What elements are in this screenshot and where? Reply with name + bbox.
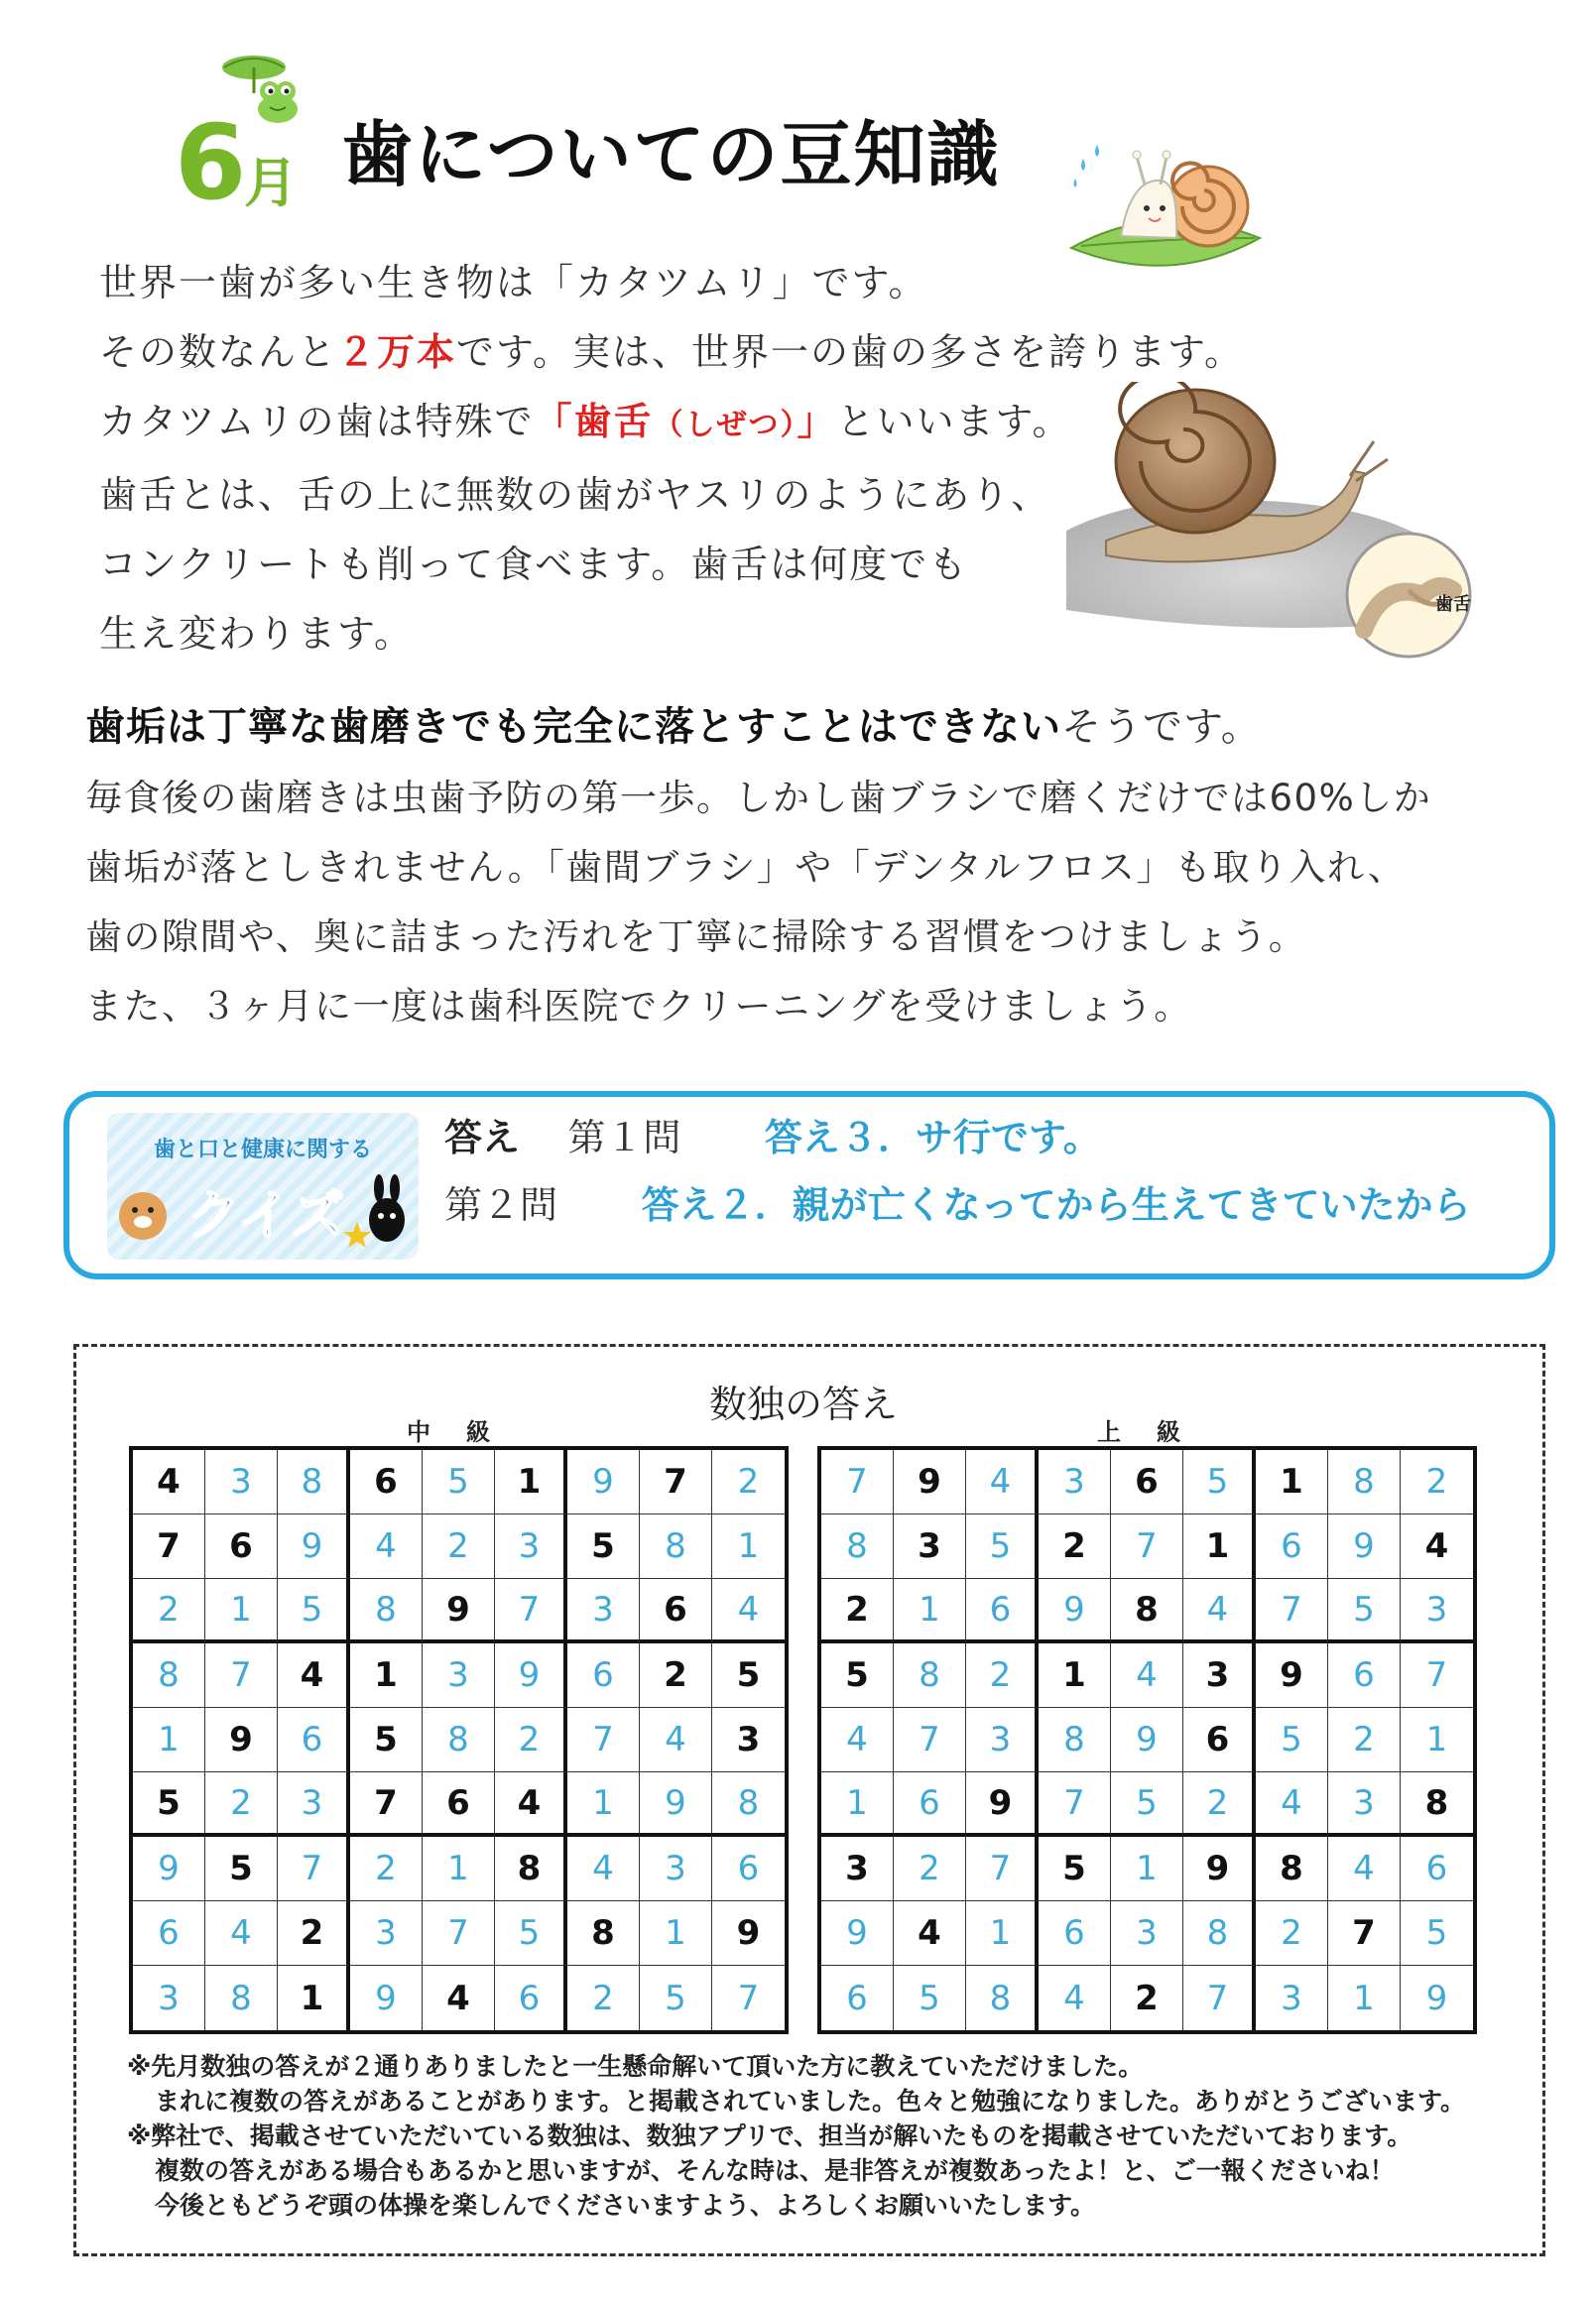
plaque-heading-tail: そうです。: [1061, 704, 1262, 750]
note-line: ※先月数独の答えが２通りありましたと一生懸命解いて頂いた方に教えていただけました。: [127, 2052, 1144, 2081]
sudoku-cell: 4: [567, 1837, 640, 1901]
sudoku-cell: 9: [1425, 1978, 1448, 2018]
sudoku-cell: 2: [205, 1772, 278, 1837]
sudoku-cell: 2: [350, 1837, 423, 1901]
sudoku-cell: 6: [1256, 1514, 1328, 1579]
radula-label: 歯舌: [1435, 594, 1471, 615]
sudoku-cell: 3: [1183, 1643, 1256, 1708]
sudoku-cell: 3: [640, 1837, 712, 1901]
sudoku-cell: 6: [133, 1901, 205, 1966]
month-number: 6: [175, 102, 247, 223]
sudoku-cell: 7: [278, 1837, 350, 1901]
text-span: といいます。: [836, 400, 1072, 443]
sudoku-cell: 4: [821, 1708, 894, 1772]
sudoku-cell: 1: [1328, 1966, 1401, 2030]
note-line: まれに複数の答えがあることがあります。と掲載されていました。色々と勉強になりました。ありがとうございます。: [155, 2087, 1466, 2116]
sudoku-cell: 8: [278, 1450, 350, 1514]
text-line: コンクリートも削って食べます。歯舌は何度でも: [99, 543, 969, 586]
sudoku-cell: 8: [1328, 1450, 1401, 1514]
sudoku-cell: 8: [350, 1579, 423, 1643]
sudoku-cell: 2: [1401, 1450, 1473, 1514]
plaque-heading: [85, 699, 1262, 755]
sudoku-cell: 4: [1183, 1579, 1256, 1643]
sudoku-cell: 5: [1328, 1579, 1401, 1643]
sudoku-cell: 5: [640, 1966, 712, 2030]
sudoku-cell: 4: [205, 1901, 278, 1966]
quiz-answer-1: [444, 1113, 1101, 1162]
sudoku-cell: 2: [495, 1708, 567, 1772]
sudoku-cell: 7: [1328, 1901, 1401, 1966]
sudoku-cell: 7: [1401, 1643, 1473, 1708]
sudoku-cell: 8: [567, 1901, 640, 1966]
text-span: です。実は、世界一の歯の多さを誇ります。: [456, 330, 1244, 374]
sudoku-cell: 9: [712, 1901, 785, 1966]
sudoku-cell: 2: [821, 1579, 894, 1643]
sudoku-cell: 7: [966, 1837, 1039, 1901]
sudoku-cell: 3: [1256, 1966, 1328, 2030]
sudoku-cell: 1: [133, 1708, 205, 1772]
sudoku-cell: 7: [1256, 1579, 1328, 1643]
sudoku-cell: 6: [821, 1966, 894, 2030]
sudoku-cell: 9: [894, 1450, 966, 1514]
sudoku-cell: 7: [1183, 1966, 1256, 2030]
sudoku-cell: 1: [205, 1579, 278, 1643]
sudoku-cell: 8: [894, 1643, 966, 1708]
sudoku-cell: 4: [1256, 1772, 1328, 1837]
sudoku-cell: 5: [1111, 1772, 1183, 1837]
sudoku-grid-advanced: [817, 1446, 1477, 2034]
sudoku-cell: 6: [1183, 1708, 1256, 1772]
highlight-radula: 「歯舌: [534, 400, 654, 443]
sudoku-cell: 5: [495, 1901, 567, 1966]
sudoku-cell: 6: [894, 1772, 966, 1837]
sudoku-cell: 6: [350, 1450, 423, 1514]
sudoku-cell: 6: [423, 1772, 495, 1837]
sudoku-cell: 2: [1328, 1708, 1401, 1772]
sudoku-cell: 9: [350, 1966, 423, 2030]
sudoku-cell: 3: [278, 1772, 350, 1837]
sudoku-cell: 1: [640, 1901, 712, 1966]
sudoku-cell: 5: [966, 1514, 1039, 1579]
sudoku-cell: 3: [1039, 1450, 1111, 1514]
sudoku-cell: 6: [1039, 1901, 1111, 1966]
sudoku-grid-intermediate: [129, 1446, 789, 2034]
month-badge: [175, 54, 313, 223]
sudoku-cell: 7: [423, 1901, 495, 1966]
text-line: 生え変わります。: [99, 612, 414, 656]
sudoku-cell: 3: [1328, 1772, 1401, 1837]
sudoku-cell: 4: [278, 1643, 350, 1708]
sudoku-cell: 2: [966, 1643, 1039, 1708]
sudoku-cell: 2: [1256, 1901, 1328, 1966]
sudoku-cell: 1: [350, 1643, 423, 1708]
sudoku-cell: 3: [495, 1514, 567, 1579]
quiz-answer-2: [444, 1180, 1471, 1230]
sudoku-cell: 3: [1401, 1579, 1473, 1643]
sudoku-cell: 4: [133, 1450, 205, 1514]
question-2-label: 第２問: [444, 1183, 558, 1227]
sudoku-cell: 9: [133, 1837, 205, 1901]
sudoku-cell: 3: [205, 1450, 278, 1514]
question-1-label: 第１問: [567, 1116, 681, 1159]
sudoku-cell: 7: [350, 1772, 423, 1837]
sudoku-cell: 7: [205, 1643, 278, 1708]
sudoku-cell: 2: [712, 1450, 785, 1514]
sudoku-cell: 2: [640, 1643, 712, 1708]
sudoku-cell: 5: [278, 1579, 350, 1643]
sudoku-cell: 2: [1111, 1966, 1183, 2030]
sudoku-cell: 8: [821, 1514, 894, 1579]
sudoku-cell: 4: [350, 1514, 423, 1579]
sudoku-cell: 4: [712, 1579, 785, 1643]
level-label-advanced: 上級: [1097, 1418, 1216, 1446]
sudoku-cell: 1: [1183, 1514, 1256, 1579]
sudoku-cell: 6: [205, 1514, 278, 1579]
sudoku-cell: 4: [423, 1966, 495, 2030]
sudoku-cell: 9: [423, 1579, 495, 1643]
question-2-answer: 答え２．親が亡くなってから生えてきていたから: [641, 1183, 1471, 1227]
sudoku-cell: 9: [1183, 1837, 1256, 1901]
sudoku-cell: 3: [966, 1708, 1039, 1772]
sudoku-cell: 5: [205, 1837, 278, 1901]
sudoku-cell: 5: [350, 1708, 423, 1772]
sudoku-cell: 3: [712, 1708, 785, 1772]
sudoku-cell: 8: [423, 1708, 495, 1772]
sudoku-cell: 5: [567, 1514, 640, 1579]
sudoku-cell: 2: [1039, 1514, 1111, 1579]
sudoku-cell: 1: [821, 1772, 894, 1837]
sudoku-cell: 6: [1401, 1837, 1473, 1901]
sudoku-cell: 8: [205, 1966, 278, 2030]
sudoku-cell: 6: [966, 1579, 1039, 1643]
highlight-radula-reading: （しぜつ）: [653, 408, 798, 442]
highlight-teeth-count: ２万本: [337, 330, 457, 374]
level-label-intermediate: 中級: [407, 1418, 526, 1446]
sudoku-cell: 4: [1039, 1966, 1111, 2030]
sudoku-cell: 2: [278, 1901, 350, 1966]
sudoku-cell: 6: [278, 1708, 350, 1772]
sudoku-cell: 2: [567, 1966, 640, 2030]
sudoku-cell: 5: [423, 1450, 495, 1514]
sudoku-cell: 7: [894, 1708, 966, 1772]
snail-radula-illustration: [1066, 382, 1493, 660]
text-line: 歯垢が落としきれません。「歯間ブラシ」や「デンタルフロス」も取り入れ、: [85, 846, 1407, 889]
sudoku-cell: 9: [1039, 1579, 1111, 1643]
sudoku-cell: 9: [1328, 1514, 1401, 1579]
sudoku-cell: 9: [1111, 1708, 1183, 1772]
sudoku-cell: 3: [821, 1837, 894, 1901]
sudoku-cell: 7: [495, 1579, 567, 1643]
sudoku-cell: 1: [423, 1837, 495, 1901]
sudoku-cell: 9: [278, 1514, 350, 1579]
sudoku-cell: 5: [133, 1772, 205, 1837]
note-line: 今後ともどうぞ頭の体操を楽しんでくださいますよう、よろしくお願いいたします。: [155, 2191, 1096, 2220]
sudoku-cell: 5: [1401, 1901, 1473, 1966]
text-span: その数なんと: [99, 330, 338, 374]
sudoku-cell: 7: [1039, 1772, 1111, 1837]
sudoku-cell: 2: [423, 1514, 495, 1579]
sudoku-cell: 4: [640, 1708, 712, 1772]
note-line: ※弊社で、掲載させていただいている数独は、数独アプリで、担当が解いたものを掲載させていただいております。: [127, 2121, 1412, 2150]
plaque-paragraph: [85, 764, 1573, 1041]
sudoku-cell: 7: [1111, 1514, 1183, 1579]
sudoku-cell: 1: [712, 1514, 785, 1579]
sudoku-cell: 6: [495, 1966, 567, 2030]
sudoku-cell: 4: [1328, 1837, 1401, 1901]
month-kanji: 月: [244, 152, 298, 214]
page-title: 歯についての豆知識: [341, 113, 1001, 196]
sudoku-cell: 1: [1039, 1643, 1111, 1708]
text-line: 世界一歯が多い生き物は「カタツムリ」です。: [99, 261, 928, 304]
sudoku-cell: 3: [894, 1514, 966, 1579]
sudoku-cell: 6: [1111, 1450, 1183, 1514]
sudoku-cell: 5: [712, 1643, 785, 1708]
sudoku-cell: 8: [495, 1837, 567, 1901]
plaque-heading-bold: 歯垢は丁寧な歯磨きでも完全に落とすことはできない: [85, 704, 1061, 750]
note-line: 複数の答えがある場合もあるかと思いますが、そんな時は、是非答えが複数あったよ！と、ご一報くださいね！: [155, 2156, 1395, 2185]
sudoku-cell: 5: [821, 1643, 894, 1708]
sudoku-cell: 4: [966, 1450, 1039, 1514]
sudoku-cell: 5: [1256, 1708, 1328, 1772]
sudoku-notes: [127, 2049, 1545, 2223]
sudoku-cell: 7: [133, 1514, 205, 1579]
sudoku-cell: 9: [495, 1643, 567, 1708]
sudoku-cell: 7: [737, 1978, 760, 2018]
sudoku-cell: 1: [1401, 1708, 1473, 1772]
text-line: 毎食後の歯磨きは虫歯予防の第一歩。しかし歯ブラシで磨くだけでは60%しか: [85, 777, 1432, 819]
sudoku-cell: 4: [894, 1901, 966, 1966]
sudoku-cell: 5: [1183, 1450, 1256, 1514]
sudoku-cell: 5: [1039, 1837, 1111, 1901]
sudoku-cell: 8: [1256, 1837, 1328, 1901]
answer-label: 答え: [444, 1116, 521, 1159]
quiz-logo-graphic: [107, 1113, 419, 1260]
quiz-logo-title: クイズ: [186, 1184, 345, 1247]
sudoku-cell: 1: [1111, 1837, 1183, 1901]
sudoku-cell: 9: [640, 1772, 712, 1837]
sudoku-cell: 7: [640, 1450, 712, 1514]
sudoku-cell: 6: [640, 1579, 712, 1643]
sudoku-cell: 8: [640, 1514, 712, 1579]
sudoku-cell: 1: [966, 1901, 1039, 1966]
sudoku-cell: 9: [567, 1450, 640, 1514]
sudoku-cell: 4: [1401, 1514, 1473, 1579]
sudoku-cell: 8: [966, 1966, 1039, 2030]
text-line: また、３ヶ月に一度は歯科医院でクリーニングを受けましょう。: [85, 985, 1192, 1028]
question-1-answer: 答え３．サ行です。: [764, 1116, 1101, 1159]
sudoku-cell: 2: [1183, 1772, 1256, 1837]
sudoku-cell: 9: [821, 1901, 894, 1966]
sudoku-cell: 4: [495, 1772, 567, 1837]
text-line: [99, 317, 1260, 387]
sudoku-cell: 6: [712, 1837, 785, 1901]
sudoku-cell: 8: [1111, 1579, 1183, 1643]
sudoku-cell: 1: [894, 1579, 966, 1643]
sudoku-cell: 8: [1183, 1901, 1256, 1966]
sudoku-cell: 3: [567, 1579, 640, 1643]
sudoku-cell: 2: [133, 1579, 205, 1643]
sudoku-cell: 3: [133, 1966, 205, 2030]
sudoku-cell: 8: [712, 1772, 785, 1837]
sudoku-cell: 3: [423, 1643, 495, 1708]
sudoku-cell: 5: [894, 1966, 966, 2030]
sudoku-cell: 9: [1256, 1643, 1328, 1708]
sudoku-cell: 7: [821, 1450, 894, 1514]
quiz-logo-subtitle: 歯と口と健康に関する: [153, 1138, 373, 1162]
sudoku-cell: 6: [567, 1643, 640, 1708]
sudoku-cell: 1: [567, 1772, 640, 1837]
sudoku-cell: 2: [894, 1837, 966, 1901]
sudoku-cell: 4: [1111, 1643, 1183, 1708]
highlight-radula-end: 」: [797, 400, 837, 443]
sudoku-cell: 6: [1328, 1643, 1401, 1708]
sudoku-cell: 9: [205, 1708, 278, 1772]
sudoku-cell: 1: [495, 1450, 567, 1514]
sudoku-cell: 7: [567, 1708, 640, 1772]
sudoku-cell: 1: [278, 1966, 350, 2030]
quiz-logo: [107, 1113, 419, 1260]
sudoku-cell: 8: [1039, 1708, 1111, 1772]
text-line: 歯舌とは、舌の上に無数の歯がヤスリのようにあり、: [99, 473, 1051, 517]
text-line: 歯の隙間や、奥に詰まった汚れを丁寧に掃除する習慣をつけましょう。: [85, 915, 1307, 958]
sudoku-cell: 1: [1256, 1450, 1328, 1514]
sudoku-cell: 8: [133, 1643, 205, 1708]
sudoku-cell: 3: [1111, 1901, 1183, 1966]
sudoku-cell: 9: [966, 1772, 1039, 1837]
sudoku-cell: 8: [1401, 1772, 1473, 1837]
sudoku-title: 数独の答え: [708, 1383, 898, 1426]
sudoku-cell: 3: [350, 1901, 423, 1966]
text-span: カタツムリの歯は特殊で: [99, 400, 535, 443]
